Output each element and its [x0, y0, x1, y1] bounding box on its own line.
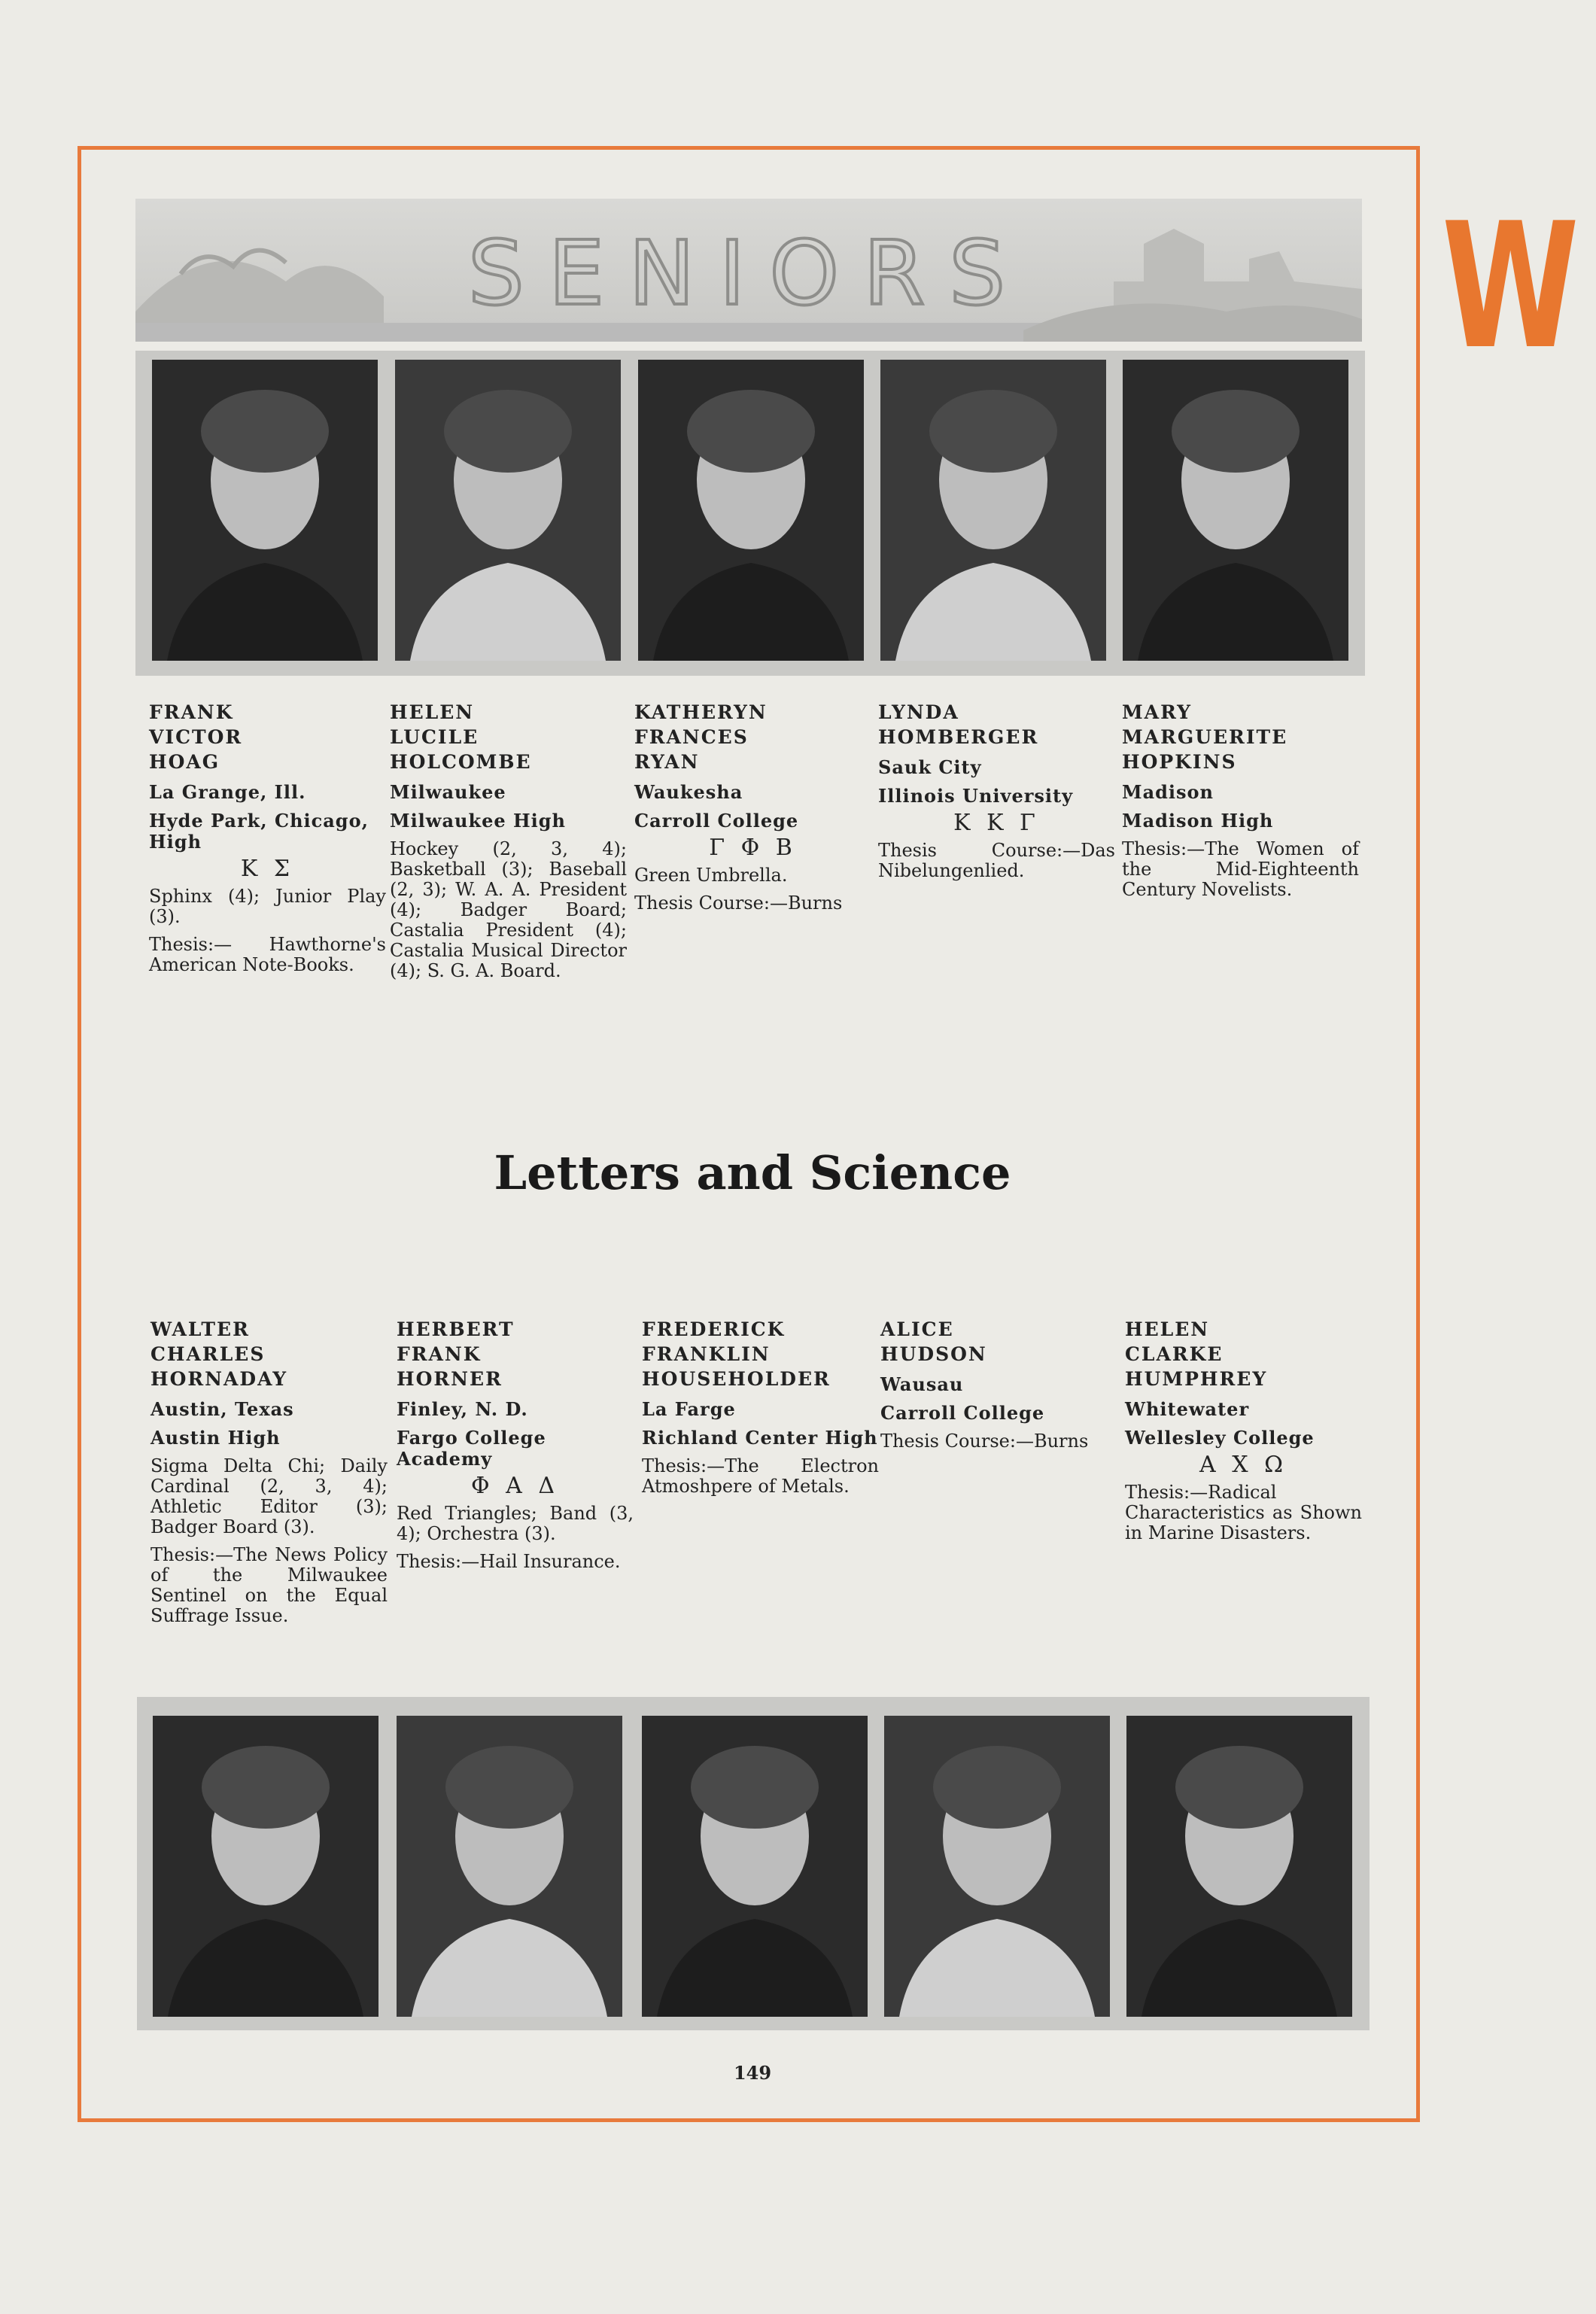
student-name-line: LUCILE: [390, 726, 479, 748]
student-school: Austin High: [150, 1427, 281, 1449]
greek-letters: Κ Σ: [240, 856, 295, 882]
greek-letters: Γ Φ Β: [709, 835, 797, 861]
student-entry: [878, 700, 1115, 881]
student-school: Illinois University: [878, 785, 1074, 807]
student-name-line: HOMBERGER: [878, 726, 1039, 748]
student-activities: Sphinx (4); Junior Play (3).: [149, 886, 386, 927]
student-school: Fargo College Academy: [397, 1427, 546, 1470]
student-name-line: FREDERICK: [642, 1318, 786, 1340]
student-thesis: Thesis:—The Women of the Mid-Eighteenth Century Novelists.: [1122, 838, 1359, 900]
greek-letters: Κ Κ Γ: [953, 810, 1040, 836]
top-portrait-4: [880, 360, 1106, 661]
page-number: 149: [733, 2062, 772, 2084]
student-name-line: HOLCOMBE: [390, 751, 532, 773]
student-thesis: Thesis:—The News Policy of the Milwaukee Sentinel on the Equal Suffrage Issue.: [150, 1544, 388, 1626]
student-name-line: FRANK: [397, 1343, 482, 1365]
top-portrait-2: [395, 360, 621, 661]
student-name-line: HOUSEHOLDER: [642, 1368, 831, 1390]
bottom-portrait-3: [642, 1716, 868, 2017]
student-thesis: Thesis:—Hail Insurance.: [397, 1551, 621, 1572]
banner-title: SENIORS: [467, 221, 1030, 325]
student-hometown: La Farge: [642, 1398, 736, 1420]
portrait-silhouette: [1123, 360, 1348, 661]
student-entry: [397, 1317, 634, 1572]
student-name-line: FRANK: [149, 701, 234, 723]
student-name-line: VICTOR: [149, 726, 243, 748]
student-entry: [634, 700, 871, 914]
student-name-line: WALTER: [150, 1318, 250, 1340]
student-name-line: HOAG: [149, 751, 220, 773]
portrait-silhouette: [153, 1716, 378, 2017]
student-name-line: FRANCES: [634, 726, 749, 748]
student-name-line: CLARKE: [1125, 1343, 1224, 1365]
student-hometown: Austin, Texas: [150, 1398, 294, 1420]
student-name-line: HOPKINS: [1122, 751, 1237, 773]
seniors-banner: [135, 199, 1362, 342]
student-activities: Hockey (2, 3, 4); Basketball (3); Baseball (2, 3); W. A. A. President (4); Badger Board; Castalia President (4); Castalia Musical Director (4); S. G. A. Board.: [390, 838, 627, 981]
student-thesis: Thesis Course:—Das Nibelungenlied.: [878, 840, 1115, 881]
student-entry: [149, 700, 386, 975]
bottom-portrait-4: [884, 1716, 1110, 2017]
portrait-silhouette: [152, 360, 378, 661]
portrait-silhouette: [397, 1716, 622, 2017]
student-name-line: HERBERT: [397, 1318, 515, 1340]
top-portrait-3: [638, 360, 864, 661]
greek-letters: Φ Α Δ: [471, 1473, 559, 1499]
student-name-line: CHARLES: [150, 1343, 266, 1365]
student-school: Carroll College: [634, 810, 799, 832]
student-name-line: HUDSON: [880, 1343, 987, 1365]
portrait-silhouette: [642, 1716, 868, 2017]
student-school: Hyde Park, Chicago, High: [149, 810, 369, 853]
student-entry: [1125, 1317, 1362, 1543]
student-entry: [390, 700, 627, 981]
student-school: Wellesley College: [1125, 1427, 1315, 1449]
student-hometown: Waukesha: [634, 781, 743, 803]
bottom-portrait-2: [397, 1716, 622, 2017]
student-hometown: Whitewater: [1125, 1398, 1250, 1420]
bottom-portrait-1: [153, 1716, 378, 2017]
student-school: Madison High: [1122, 810, 1274, 832]
student-hometown: Madison: [1122, 781, 1214, 803]
student-thesis: Thesis:— Hawthorne's American Note-Books.: [149, 934, 386, 975]
student-activities: Red Triangles; Band (3, 4); Orchestra (3).: [397, 1503, 634, 1544]
portrait-silhouette: [638, 360, 864, 661]
student-entry: [880, 1317, 1117, 1452]
student-name-line: ALICE: [880, 1318, 954, 1340]
student-name-line: FRANKLIN: [642, 1343, 771, 1365]
student-name-line: RYAN: [634, 751, 700, 773]
student-entry: [150, 1317, 388, 1626]
student-name-line: MARGUERITE: [1122, 726, 1288, 748]
student-thesis: Thesis Course:—Burns: [880, 1431, 1089, 1452]
student-thesis: Thesis:—Radical Characteristics as Shown in Marine Disasters.: [1125, 1482, 1362, 1543]
student-hometown: La Grange, Ill.: [149, 781, 306, 803]
student-hometown: Finley, N. D.: [397, 1398, 528, 1420]
student-name-line: HORNER: [397, 1368, 503, 1390]
student-name-line: MARY: [1122, 701, 1192, 723]
student-school: Milwaukee High: [390, 810, 567, 832]
student-entry: [1122, 700, 1359, 900]
student-activities: Green Umbrella.: [634, 865, 788, 886]
portrait-silhouette: [1126, 1716, 1352, 2017]
student-name-line: HUMPHREY: [1125, 1368, 1268, 1390]
student-hometown: Wausau: [880, 1373, 964, 1395]
student-thesis: Thesis:—The Electron Atmoshpere of Metals.: [642, 1455, 879, 1497]
student-hometown: Sauk City: [878, 756, 982, 778]
portrait-silhouette: [884, 1716, 1110, 2017]
portrait-silhouette: [395, 360, 621, 661]
top-portrait-1: [152, 360, 378, 661]
student-school: Richland Center High: [642, 1427, 878, 1449]
side-letter-w: W: [1442, 187, 1579, 388]
student-entry: [642, 1317, 879, 1497]
top-portrait-5: [1123, 360, 1348, 661]
student-thesis: Thesis Course:—Burns: [634, 892, 843, 914]
student-hometown: Milwaukee: [390, 781, 506, 803]
student-name-line: HELEN: [1125, 1318, 1210, 1340]
section-title: Letters and Science: [494, 1145, 1011, 1200]
student-name-line: HORNADAY: [150, 1368, 288, 1390]
bottom-portrait-5: [1126, 1716, 1352, 2017]
portrait-silhouette: [880, 360, 1106, 661]
student-name-line: KATHERYN: [634, 701, 768, 723]
student-name-line: LYNDA: [878, 701, 959, 723]
student-name-line: HELEN: [390, 701, 475, 723]
greek-letters: Α Χ Ω: [1199, 1452, 1287, 1478]
student-activities: Sigma Delta Chi; Daily Cardinal (2, 3, 4); Athletic Editor (3); Badger Board (3).: [150, 1455, 388, 1537]
student-school: Carroll College: [880, 1402, 1045, 1424]
